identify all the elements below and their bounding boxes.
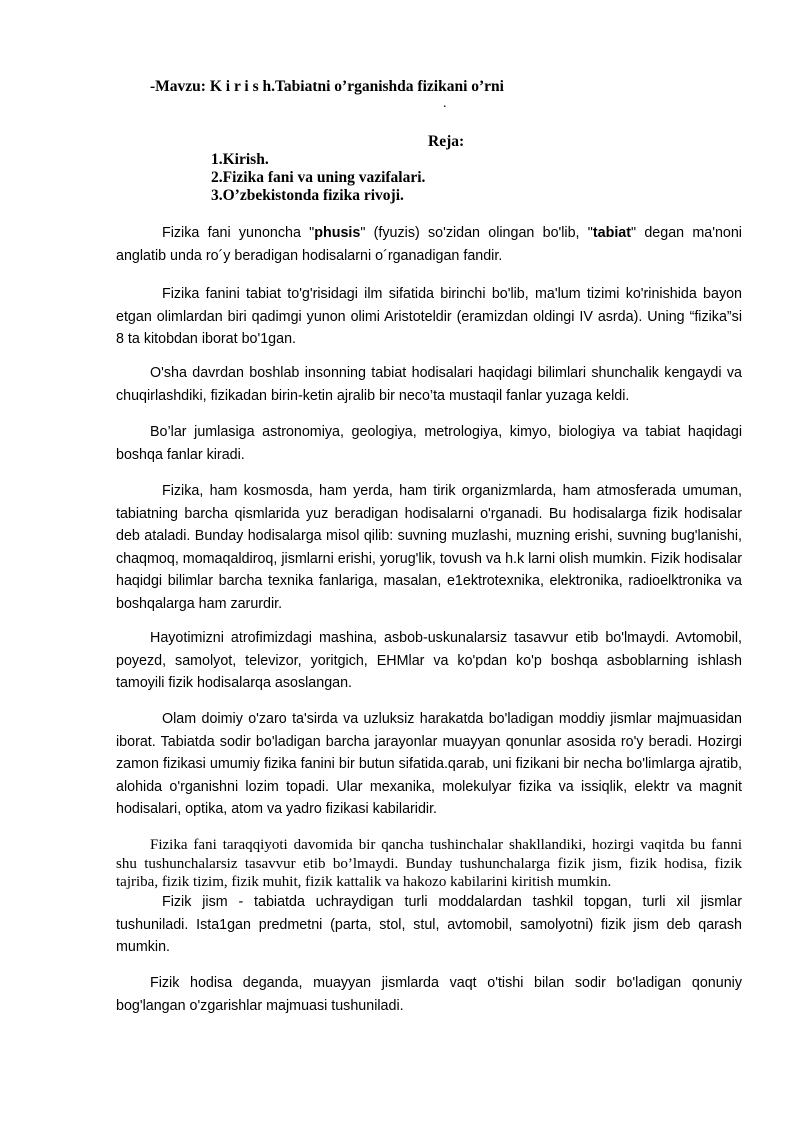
title-dot: .	[443, 96, 447, 111]
plan-item: 1.Kirish.	[211, 151, 269, 168]
paragraph	[116, 421, 742, 466]
paragraph-intro	[116, 222, 742, 267]
paragraph	[116, 972, 742, 1017]
paragraph-text: O'sha davrdan boshlab insonning tabiat hodisalari haqidagi bilimlari shunchalik kengaydi va chuqirlashdiki, fizikadan birin-ketin ajralib bir neco’ta mustaqil fanlar yuzaga keldi.	[116, 365, 742, 404]
plan-list	[211, 151, 425, 205]
paragraph-text: Hayotimizni atrofimizdagi mashina, asbob-uskunalarsiz tasavvur etib bo'lmaydi. Avtomobil, poyezd, samolyot, televizor, yoritgich, EHMlar va ko'pdan ko'p boshqa asboblarning ishlash tamoyili fizik hodisalarqa asoslangan.	[116, 630, 742, 691]
paragraph	[116, 708, 742, 821]
paragraph	[116, 891, 742, 959]
paragraph	[116, 283, 742, 351]
paragraph-text: Fizika fani yunoncha "phusis" (fyuzis) so'zidan olingan bo'lib, "tabiat" degan ma'noni anglatib unda ro´y beradigan hodisalarni o´rganadigan fandir.	[116, 225, 742, 264]
paragraph-text: Fizika fani taraqqiyoti davomida bir qancha tushinchalar shakllandiki, hozirgi vaqitda bu fanni shu tushunchalarsiz tasavvur etib bo’lmaydi. Bunday tushunchalarga fizik jism, fizik hodisa, fizik tajriba, fizik tizim, fizik muhit, fizik kattalik va hakozo kabilarini kiritish mumkin.	[116, 837, 742, 890]
plan-item: 2.Fizika fani va uning vazifalari.	[211, 169, 426, 186]
paragraph-text: Fizika fanini tabiat to'g'risidagi ilm sifatida birinchi bo'lib, ma'lum tizimi ko'rinishida bayon etgan olimlardan biri qadimgi yunon olimi Aristoteldir (eramizdan oldingi IV asrda). Uning “fizika”si 8 ta kitobdan iborat bo'1gan.	[116, 286, 742, 347]
paragraph-text: Bo’lar jumlasiga astronomiya, geologiya, metrologiya, kimyo, biologiya va tabiat haqidagi boshqa fanlar kiradi.	[116, 424, 742, 463]
page-title: -Mavzu: K i r i s h.Tabiatni o’rganishda fizikani o’rni	[150, 78, 504, 95]
paragraph	[116, 362, 742, 407]
term-phusis: phusis	[314, 225, 361, 241]
paragraph-text: Fizik jism - tabiatda uchraydigan turli moddalardan tashkil topgan, turli xil jismlar tushuniladi. Ista1gan predmetni (parta, stol, stul, avtomobil, samolyotni) fizik jism deb qarash mumkin.	[116, 894, 742, 955]
paragraph	[116, 480, 742, 615]
paragraph	[116, 836, 742, 892]
term-tabiat: tabiat	[592, 225, 632, 241]
paragraph-text: Olam doimiy o'zaro ta'sirda va uzluksiz harakatda bo'ladigan moddiy jismlar majmuasidan iborat. Tabiatda sodir bo'ladigan barcha jarayonlar muayyan qonunlar asosida ro'y beradi. Hozirgi zamon fizikasi umumiy fizika fanini bir butun sifatida.qarab, uni fizikani bir necha bo'limlarga ajratib, alohida o'rganishni lozim topadi. Ular mexanika, molekulyar fizika va issiqlik, elektr va magnit hodisalari, optika, atom va yadro fizikasi kabilaridir.	[116, 711, 742, 817]
paragraph	[116, 627, 742, 695]
paragraph-text: Fizika, ham kosmosda, ham yerda, ham tirik organizmlarda, ham atmosferada umuman, tabiatning barcha qismlarida yuz beradigan hodisalarni o'rganadi. Bu hodisalarga fizik hodisalar deb ataladi. Bunday hodisalarga misol qilib: suvning muzlashi, muzning erishi, suvning bug'lanishi, chaqmoq, momaqaldiroq, jismlarni erishi, yorug'lik, tovush va h.k larni olish mumkin. Fizik hodisalar haqidgi bilimlar barcha texnika fanlariga, masalan, e1ektrotexnika, elektronika, radioelktronika va boshqalarga ham zarurdir.	[116, 483, 742, 612]
paragraph-text: Fizik hodisa deganda, muayyan jismlarda vaqt o'tishi bilan sodir bo'ladigan qonuniy bog'langan o'zgarishlar majmuasi tushuniladi.	[116, 975, 742, 1014]
plan-heading: Reja:	[428, 133, 465, 150]
plan-item: 3.O’zbekistonda fizika rivoji.	[211, 187, 404, 204]
